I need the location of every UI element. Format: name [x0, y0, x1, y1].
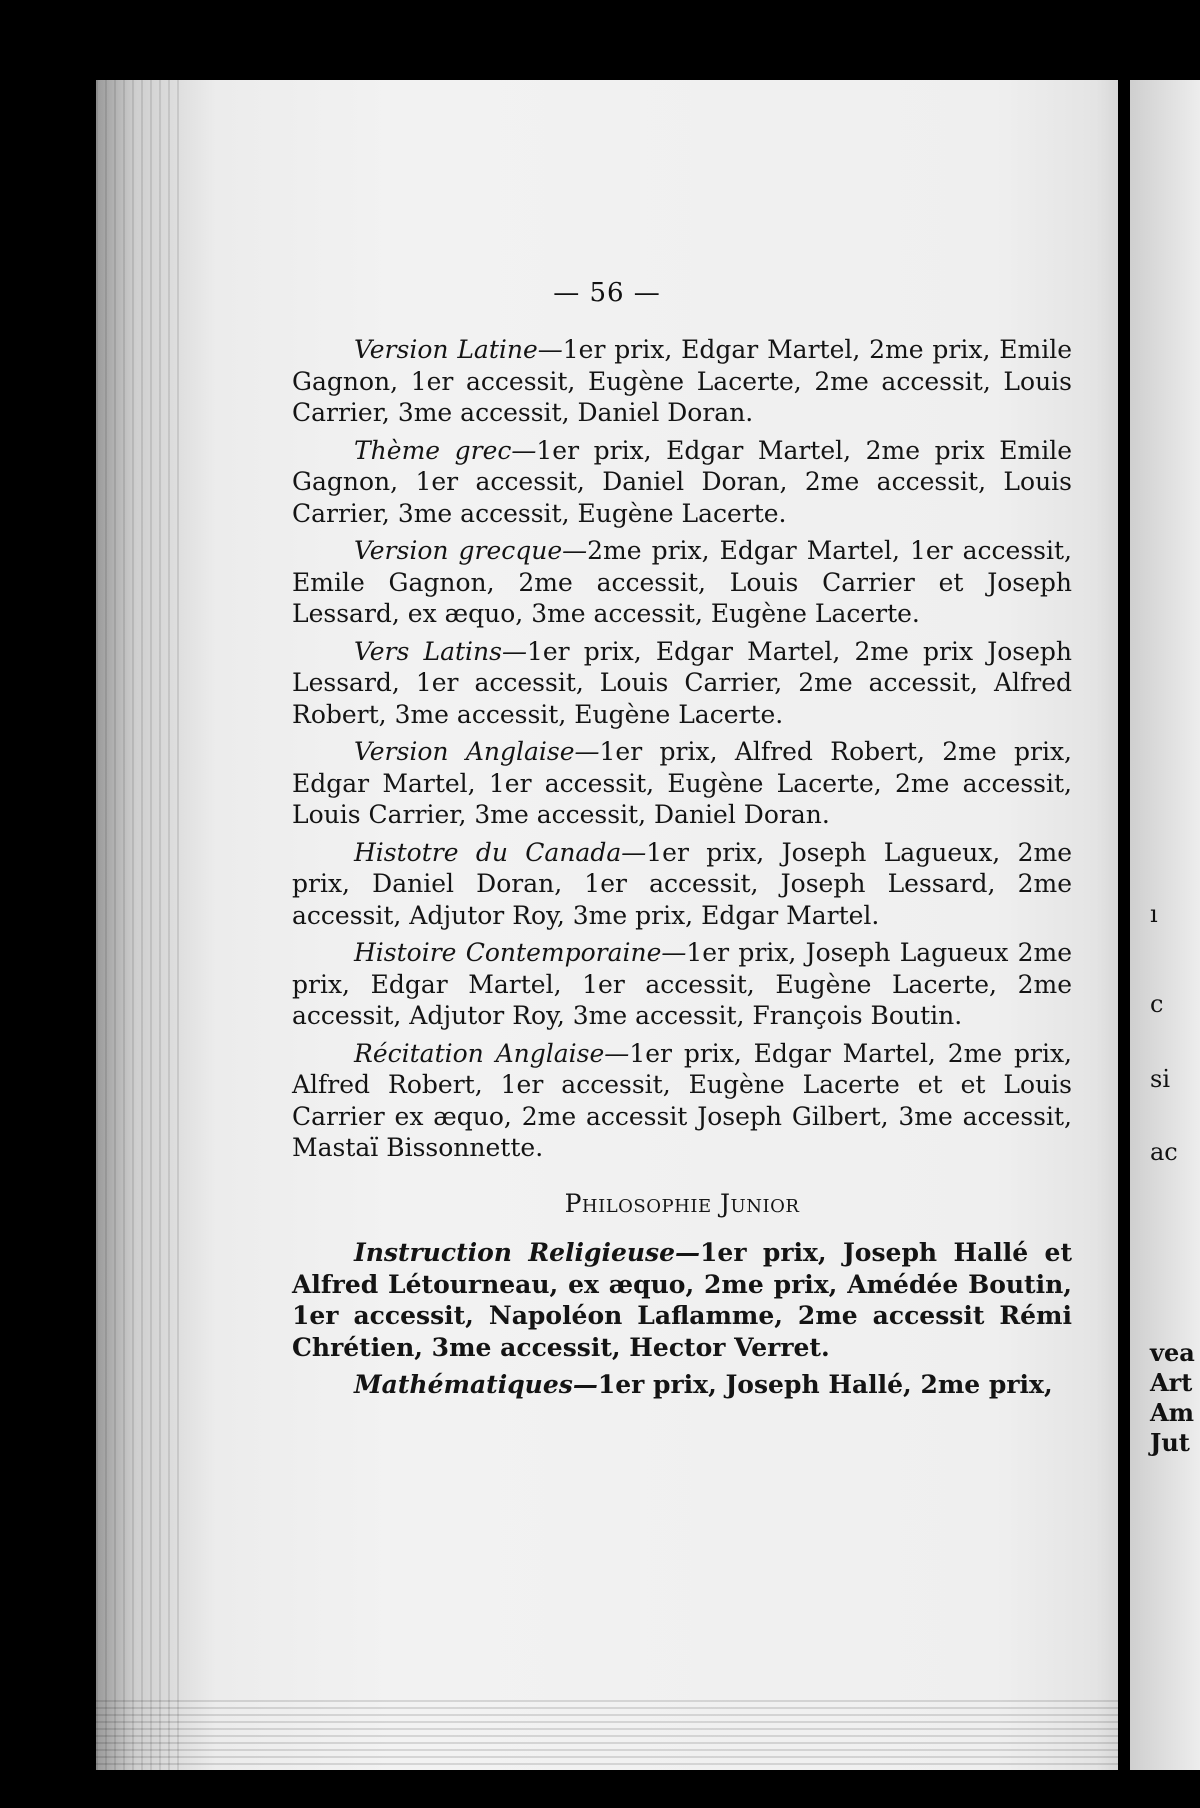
paragraph-theme-grec	[292, 435, 1072, 530]
adjacent-page-fragment: si	[1150, 1065, 1170, 1093]
paragraph-lead: Thème grec—	[354, 435, 537, 465]
paragraph-instruction-religieuse	[292, 1237, 1072, 1363]
paragraph-lead: Version Latine—	[354, 335, 563, 364]
paragraph-text: 1er prix, Joseph Lagueux 2me prix, Edgar Martel, 1er accessit, Eugène Lacerte, 2me accessit, Adjutor Roy, 3me accessit, François Boutin.	[292, 938, 1073, 1030]
adjacent-page-strip	[1130, 80, 1200, 1770]
gutter-shadow	[96, 80, 186, 1770]
adjacent-page-fragment: Art	[1150, 1368, 1193, 1397]
page-edge-lines	[96, 1700, 1118, 1770]
paragraph-histoire-contemporaine	[292, 937, 1072, 1032]
paragraph-vers-latins	[292, 636, 1072, 731]
book-page	[96, 80, 1118, 1770]
paragraph-lead: Version grecque—	[354, 536, 588, 565]
paragraph-text: 1er prix, Alfred Robert, 2me prix, Edgar Martel, 1er accessit, Eugène Lacerte, 2me accessit, Louis Carrier, 3me accessit, Daniel Doran.	[292, 737, 1072, 829]
paragraph-text: 1er prix, Joseph Hallé et Alfred Létourneau, ex æquo, 2me prix, Amédée Boutin, 1er accessit, Napoléon Laflamme, 2me accessit Rémi Chrétien, 3me accessit, Hector Verret.	[292, 1238, 1072, 1362]
adjacent-page-fragment: vea	[1150, 1338, 1195, 1367]
paragraph-lead: Récitation Anglaise—	[354, 1038, 630, 1068]
paragraph-version-latine	[292, 334, 1072, 429]
paragraph-recitation-anglaise	[292, 1038, 1072, 1164]
adjacent-page-fragment: ı	[1150, 900, 1158, 928]
adjacent-page-fragment: c	[1150, 990, 1164, 1018]
paragraph-text: 1er prix, Edgar Martel, 2me prix, Emile Gagnon, 1er accessit, Eugène Lacerte, 2me accessit, Louis Carrier, 3me accessit, Daniel Doran.	[292, 335, 1072, 427]
paragraph-histoire-canada	[292, 837, 1072, 932]
paragraph-lead: Mathématiques—	[354, 1370, 598, 1399]
adjacent-page-fragment: Jut	[1150, 1428, 1190, 1457]
adjacent-page-fragment: Am	[1150, 1398, 1195, 1427]
paragraph-mathematiques	[292, 1369, 1072, 1401]
paragraph-text: 1er prix, Edgar Martel, 2me prix, Alfred Robert, 1er accessit, Eugène Lacerte et et Louis Carrier ex æquo, 2me accessit Joseph Gilbert, 3me accessit, Mastaï Bissonnette.	[292, 1038, 1073, 1162]
paragraph-lead: Version Anglaise—	[354, 737, 600, 766]
paragraph-version-anglaise	[292, 736, 1072, 831]
paragraph-lead: Instruction Religieuse—	[354, 1238, 701, 1267]
section-heading: Philosophie Junior	[564, 1188, 800, 1218]
paragraph-version-grecque	[292, 535, 1072, 630]
paragraph-text: 1er prix, Edgar Martel, 2me prix Emile Gagnon, 1er accessit, Daniel Doran, 2me accessit, Louis Carrier, 3me accessit, Eugène Lacerte.	[292, 435, 1072, 528]
paragraph-lead: Histotre du Canada—	[354, 837, 647, 867]
paragraph-lead: Histoire Contemporaine—	[354, 938, 687, 967]
paragraph-text: 1er prix, Joseph Lagueux, 2me prix, Daniel Doran, 1er accessit, Joseph Lessard, 2me accessit, Adjutor Roy, 3me prix, Edgar Martel.	[292, 837, 1072, 930]
paragraph-text: 1er prix, Edgar Martel, 2me prix Joseph Lessard, 1er accessit, Louis Carrier, 2me accessit, Alfred Robert, 3me accessit, Eugène Lacerte.	[292, 636, 1072, 729]
paragraph-lead: Vers Latins—	[354, 636, 527, 666]
adjacent-page-fragment: ac	[1150, 1138, 1178, 1166]
page-body	[292, 334, 1072, 1407]
paragraph-text: 2me prix, Edgar Martel, 1er accessit, Emile Gagnon, 2me accessit, Louis Carrier et Joseph Lessard, ex æquo, 3me accessit, Eugène Lacerte.	[292, 536, 1072, 628]
page-number: — 56 —	[553, 278, 661, 308]
paragraph-text: 1er prix, Joseph Hallé, 2me prix,	[597, 1370, 1053, 1399]
